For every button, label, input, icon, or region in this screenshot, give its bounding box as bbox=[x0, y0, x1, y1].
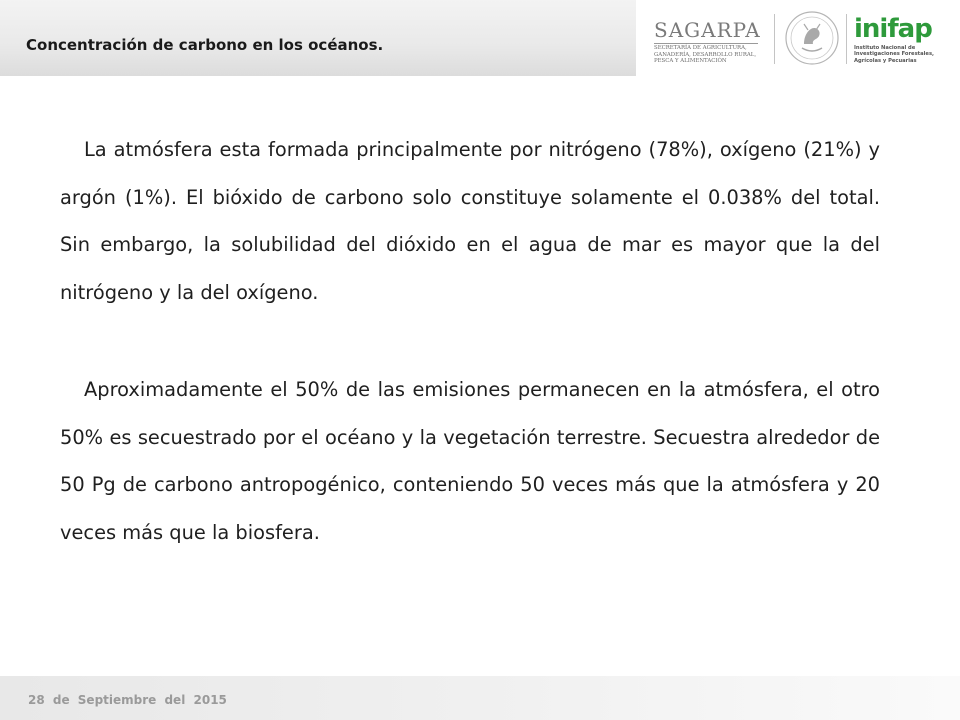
footer-date: 28 de Septiembre del 2015 bbox=[28, 693, 227, 707]
footer-bar bbox=[0, 676, 960, 720]
header-bar bbox=[0, 0, 636, 76]
inifap-subtitle: Instituto Nacional de Investigaciones Forestales, Agrícolas y Pecuarias bbox=[854, 45, 935, 64]
logo-separator bbox=[774, 14, 775, 64]
sagarpa-name: SAGARPA bbox=[654, 18, 761, 42]
mexico-seal-icon bbox=[784, 10, 840, 66]
sagarpa-divider bbox=[654, 43, 758, 44]
logo-area bbox=[636, 0, 960, 76]
body-paragraph: Aproximadamente el 50% de las emisiones permanecen en la atmósfera, el otro 50% es secuestrado por el océano y la vegetación terrestre. Secuestra alrededor de 50 Pg de carbono antropogénico, conteniendo 50 veces más que la atmósfera y 20 veces más que la biosfera. bbox=[60, 378, 880, 544]
logo-separator bbox=[846, 14, 847, 64]
inifap-logo: inifap bbox=[854, 14, 932, 44]
body-paragraph: La atmósfera esta formada principalmente por nitrógeno (78%), oxígeno (21%) y argón (1%). El bióxido de carbono solo constituye solamente el 0.038% del total. Sin embargo, la solubilidad del dióxido en el agua de mar es mayor que la del nitrógeno y la del oxígeno. bbox=[60, 138, 880, 304]
slide-title: Concentración de carbono en los océanos. bbox=[26, 36, 384, 54]
sagarpa-subtitle: SECRETARÍA DE AGRICULTURA, GANADERÍA, DESARROLLO RURAL, PESCA Y ALIMENTACIÓN bbox=[654, 45, 757, 65]
sagarpa-logo bbox=[654, 18, 762, 70]
